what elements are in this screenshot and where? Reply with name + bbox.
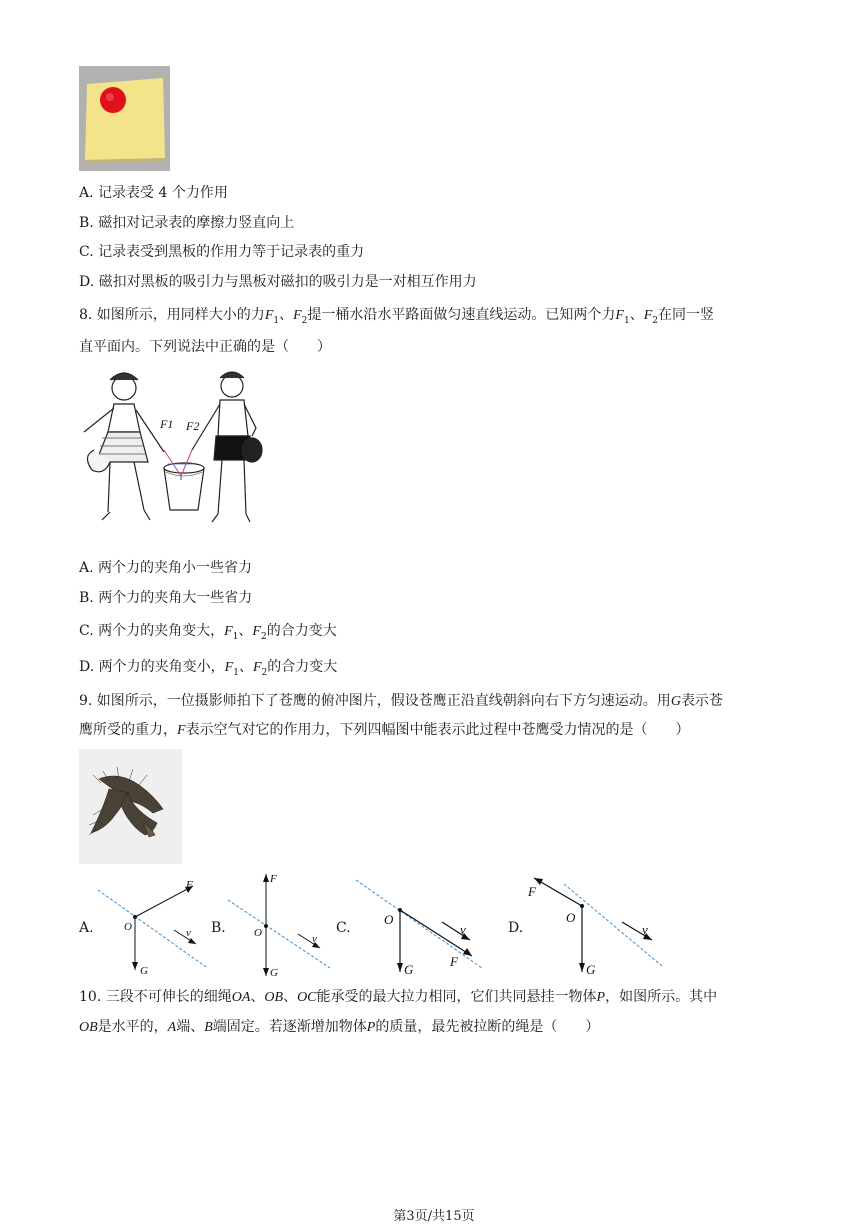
q8-option-a: A. 两个力的夹角小一些省力 — [79, 560, 253, 576]
q8-stem-line2: 直平面内。下列说法中正确的是（ ） — [79, 339, 331, 355]
q7-option-a: A. 记录表受 4 个力作用 — [79, 185, 228, 201]
fig-label-f1: F1 — [160, 417, 174, 431]
page-footer: 第3页/共15页 — [393, 1209, 475, 1224]
q10-stem-line2: OB是水平的，A端、B端固定。若逐渐增加物体P的质量，最先被拉断的绳是（ ） — [79, 1019, 600, 1035]
q9-choice-d: D. — [508, 920, 524, 936]
q9-diagram-a — [96, 872, 211, 982]
q7-option-c: C. 记录表受到黑板的作用力等于记录表的重力 — [79, 244, 365, 260]
children-bucket-figure — [80, 368, 265, 548]
svg-text:F: F — [270, 873, 277, 885]
svg-text:O: O — [566, 910, 576, 925]
q9-choice-a: A. — [79, 920, 94, 936]
q8-option-b: B. 两个力的夹角大一些省力 — [79, 590, 253, 606]
q9-diagram-c — [354, 876, 484, 981]
svg-text:v: v — [186, 927, 191, 939]
q9-choice-b: B. — [211, 920, 226, 936]
q9-diagram-b — [226, 868, 336, 983]
q9-diagram-d — [524, 872, 664, 980]
q7-option-b: B. 磁扣对记录表的摩擦力竖直向上 — [79, 215, 295, 231]
svg-text:G: G — [586, 962, 596, 977]
svg-text:O: O — [124, 921, 132, 933]
q9-choice-c: C. — [336, 920, 351, 936]
q7-option-d: D. 磁扣对黑板的吸引力与黑板对磁扣的吸引力是一对相互作用力 — [79, 274, 477, 290]
q8-option-d: D. 两个力的夹角变小，$F_1$、$F_2$的合力变大 — [79, 659, 338, 678]
svg-text:F: F — [450, 954, 458, 969]
svg-text:v: v — [312, 933, 317, 945]
fig-label-f2: F2 — [186, 419, 200, 433]
svg-text:G: G — [270, 967, 278, 979]
eagle-photo — [79, 749, 182, 864]
magnet-note-photo — [79, 66, 170, 171]
q10-stem-line1: 10. 三段不可伸长的细绳OA、OB、OC能承受的最大拉力相同，它们共同悬挂一物体P，如图所示。其中 — [79, 989, 718, 1005]
svg-text:G: G — [404, 962, 414, 977]
svg-text:O: O — [384, 912, 394, 927]
svg-text:v: v — [642, 922, 648, 937]
svg-text:F: F — [528, 884, 536, 899]
svg-text:O: O — [254, 927, 262, 939]
q9-stem-line1: 9. 如图所示，一位摄影师拍下了苍鹰的俯冲图片，假设苍鹰正沿直线朝斜向右下方匀速运动。用G表示苍 — [79, 693, 723, 709]
svg-text:F: F — [186, 879, 193, 891]
q8-stem-line1: 8. 如图所示，用同样大小的力$F_1$、$F_2$提一桶水沿水平路面做匀速直线运动。已知两个力$F_1$、$F_2$在同一竖 — [79, 307, 714, 326]
svg-text:v: v — [460, 922, 466, 937]
q9-stem-line2: 鹰所受的重力，F表示空气对它的作用力，下列四幅图中能表示此过程中苍鹰受力情况的是（ ） — [79, 722, 690, 738]
svg-text:G: G — [140, 965, 148, 977]
q8-option-c: C. 两个力的夹角变大，$F_1$、$F_2$的合力变大 — [79, 623, 337, 642]
